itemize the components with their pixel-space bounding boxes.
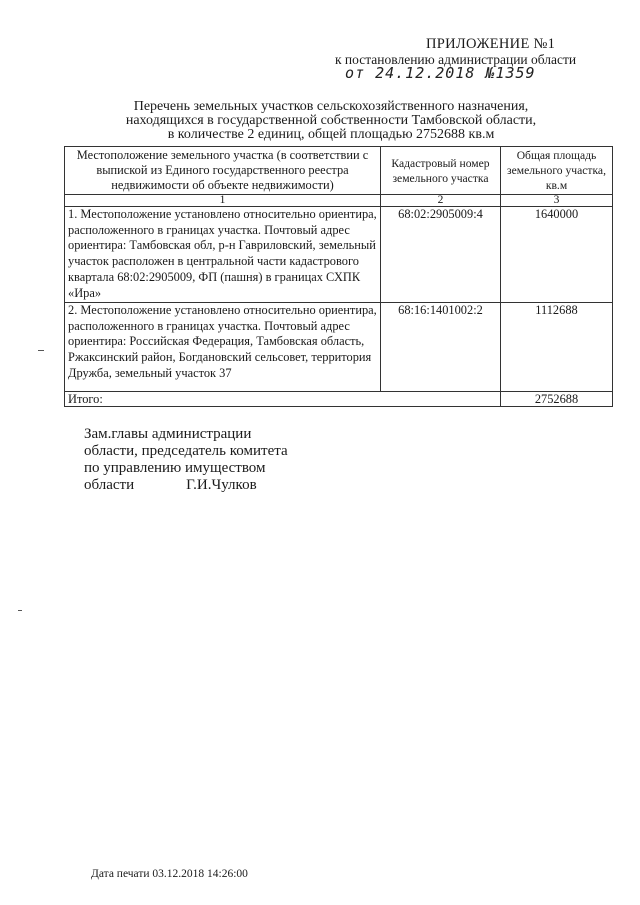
column-number-row (65, 195, 613, 207)
title-line-1: Перечень земельных участков сельскохозяйственного назначения, (133, 99, 529, 114)
handwritten-reference: от 24.12.2018 №1359 (345, 64, 536, 82)
print-date: Дата печати 03.12.2018 14:26:00 (91, 868, 248, 880)
row-area: 1112688 (501, 303, 613, 392)
column-number: 2 (381, 195, 501, 207)
total-row (65, 392, 613, 407)
table-header-row (65, 147, 613, 195)
row-cadastral: 68:16:1401002:2 (381, 303, 501, 392)
signature-line-1: Зам.главы администрации (84, 426, 252, 442)
signature-line-4 (84, 477, 288, 494)
total-label: Итого: (65, 392, 501, 407)
scan-mark (38, 350, 44, 351)
column-number: 1 (65, 195, 381, 207)
header-location: Местоположение земельного участка (в соответствии с выпиской из Единого государственного реестра недвижимости об объекте недвижимости) (65, 147, 381, 195)
header-area: Общая площадь земельного участка, кв.м (501, 147, 613, 195)
header-cadastral: Кадастровый номер земельного участка (381, 147, 501, 195)
title-line-2: находящихся в государственной собственности Тамбовской области, (125, 113, 537, 128)
appendix-title: ПРИЛОЖЕНИЕ №1 (426, 36, 556, 52)
total-value: 2752688 (501, 392, 613, 407)
title-line-3: в количестве 2 единиц, общей площадью 2752688 кв.м (167, 127, 495, 142)
table-row (65, 207, 613, 303)
row-area: 1640000 (501, 207, 613, 303)
scan-mark (18, 610, 22, 611)
land-plots-table (64, 146, 613, 407)
column-number: 3 (501, 195, 613, 207)
document-title (90, 100, 572, 142)
signature-block (84, 426, 288, 494)
appendix-subtitle: к постановлению администрации области (335, 52, 577, 67)
row-location: 1. Местоположение установлено относительно ориентира, расположенного в границах участка. Почтовый адрес ориентира: Тамбовская обл, р-н Гавриловский, земельный участок расположен в центральной части кадастрового квартала 68:02:2905009, ФП (пашня) в границах СХПК «Ира» (65, 207, 381, 303)
table-row (65, 303, 613, 392)
row-location: 2. Местоположение установлено относительно ориентира, расположенного в границах участка. Почтовый адрес ориентира: Российская Федерация, Тамбовская область, Ржаксинский район, Богдановский сельсовет, территория Дружба, земельный участок 37 (65, 303, 381, 392)
row-cadastral: 68:02:2905009:4 (381, 207, 501, 303)
signatory-name: Г.И.Чулков (186, 477, 257, 493)
signature-position: области (84, 477, 135, 493)
signature-line-2: области, председатель комитета (84, 443, 288, 459)
signature-line-3: по управлению имуществом (84, 460, 266, 476)
